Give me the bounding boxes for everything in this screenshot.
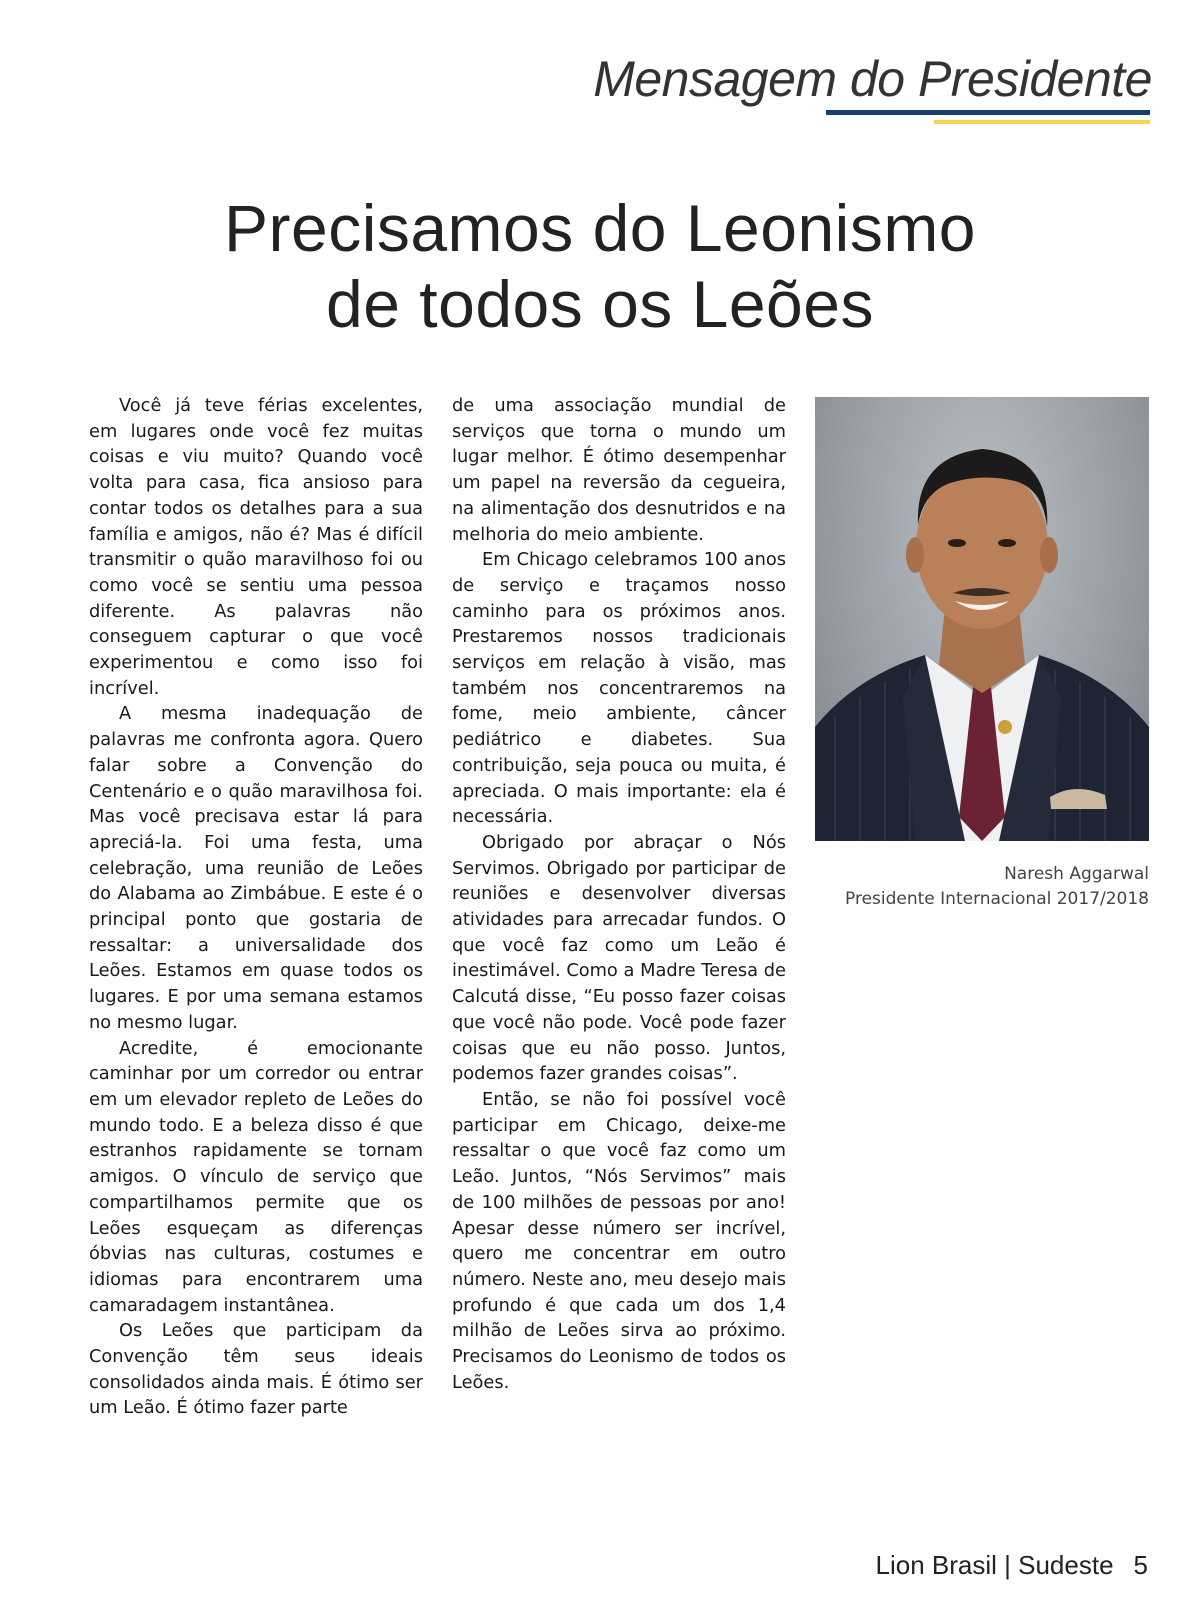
article-paragraph: Então, se não foi possível você participar em Chicago, deixe-me ressaltar o que você faz como um Leão. Juntos, “Nós Servimos” mais de 100 milhões de pessoas por ano! Apesar desse número ser incrível, quero me concentrar em outro número. Neste ano, meu desejo mais profundo é que cada um dos 1,4 milhão de Leões sirva ao próximo. Precisamos do Leonismo de todos os Leões. <box>452 1088 786 1393</box>
article-paragraph: Os Leões que participam da Convenção têm seus ideais consolidados ainda mais. É ótimo ser um Leão. É ótimo fazer parte <box>89 1320 423 1419</box>
section-title-rule-blue <box>826 110 1150 115</box>
article-paragraph: A mesma inadequação de palavras me confronta agora. Quero falar sobre a Convenção do Centenário e o quão maravilhosa foi. Mas você precisava estar lá para apreciá-la. Foi uma festa, uma celebração, uma reunião de Leões do Alabama ao Zimbábue. E este é o principal ponto que gostaria de ressaltar: a universalidade dos Leões. Estamos em quase todos os lugares. E por uma semana estamos no mesmo lugar. <box>89 703 423 1033</box>
headline <box>0 190 1200 342</box>
portrait-illustration <box>815 397 1149 841</box>
section-title: Mensagem do Presidente <box>593 51 1152 107</box>
page-footer <box>876 1550 1148 1581</box>
footer-publication: Lion Brasil | Sudeste <box>875 1550 1114 1580</box>
article-paragraph: Em Chicago celebramos 100 anos de serviço e traçamos nosso caminho para os próximos anos. Prestaremos nossos tradicionais serviços em relação à visão, mas também nos concentraremos na fome, meio ambiente, câncer pediátrico e diabetes. Sua contribuição, seja pouca ou muita, é apreciada. O mais importante: ela é necessária. <box>452 549 786 828</box>
caption-name: Naresh Aggarwal <box>1004 864 1149 884</box>
article-paragraph: Você já teve férias excelentes, em lugares onde você fez muitas coisas e viu muito? Quando você volta para casa, fica ansioso para contar todos os detalhes para a sua família e amigos, não é? Mas é difícil transmitir o quão maravilhoso foi ou como você se sentiu uma pessoa diferente. As palavras não conseguem capturar o que você experimentou e como isso foi incrível. <box>89 395 423 699</box>
article-paragraph-continuation: de uma associação mundial de serviços que torna o mundo um lugar melhor. É ótimo desempenhar um papel na reversão da cegueira, na alimentação dos desnutridos e na melhoria do meio ambiente. <box>452 395 786 545</box>
headline-line-1: Precisamos do Leonismo <box>223 191 977 265</box>
article-paragraph: Acredite, é emocionante caminhar por um corredor ou entrar em um elevador repleto de Leões do mundo todo. E a beleza disso é que estranhos rapidamente se tornam amigos. O vínculo de serviço que compartilhamos permite que os Leões esqueçam as diferenças óbvias nas culturas, costumes e idiomas para encontrarem uma camaradagem instantânea. <box>89 1037 423 1316</box>
president-portrait-photo <box>815 397 1149 841</box>
caption-role: Presidente Internacional 2017/2018 <box>845 889 1149 909</box>
headline-line-2: de todos os Leões <box>326 267 874 341</box>
article-column-middle <box>452 393 786 1395</box>
article-column-left <box>89 393 423 1421</box>
photo-caption <box>845 862 1149 912</box>
section-title-rule-yellow <box>934 120 1150 124</box>
footer-page-number: 5 <box>1133 1550 1148 1580</box>
article-paragraph: Obrigado por abraçar o Nós Servimos. Obrigado por participar de reuniões e desenvolver diversas atividades para arrecadar fundos. O que você faz como um Leão é inestimável. Como a Madre Teresa de Calcutá disse, “Eu posso fazer coisas que você não pode. Você pode fazer coisas que eu não posso. Juntos, podemos fazer grandes coisas”. <box>452 831 786 1085</box>
